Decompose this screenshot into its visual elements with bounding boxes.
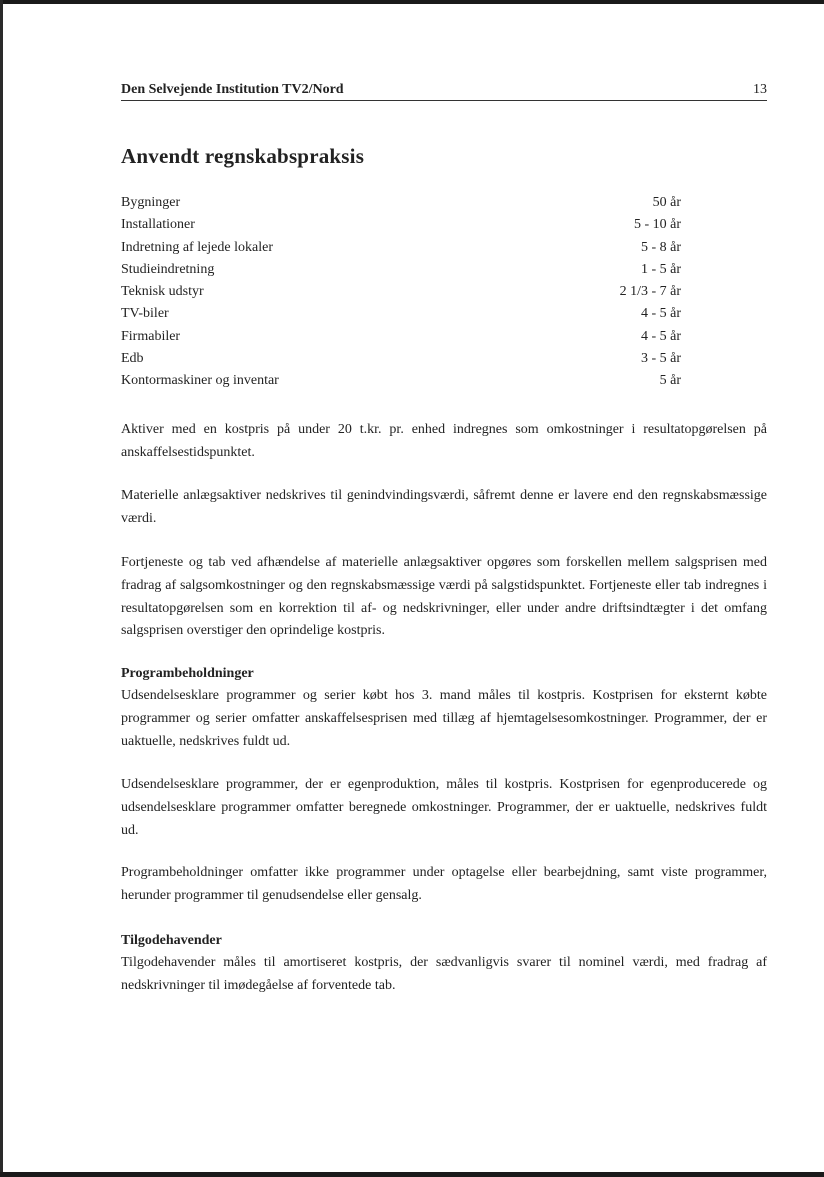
scan-edge-left [0,0,3,1177]
asset-row [121,281,681,303]
asset-life: 50 år [652,195,681,210]
asset-life: 5 - 10 år [633,217,681,233]
paragraph-receivables: Tilgodehavender måles til amortiseret kostpris, der sædvanligvis svarer til nominel værdi, med fradrag af nedskrivninger til imødegåelse af forventede tab. [121,955,767,993]
paragraph-impairment: Materielle anlægsaktiver nedskrives til genindvindingsværdi, såfremt denne er lavere end den regnskabsmæssige værdi. [121,488,767,526]
asset-row [121,259,681,281]
asset-row [121,214,681,236]
asset-row [121,326,681,348]
asset-row [121,370,681,392]
asset-life: 5 år [659,373,681,389]
asset-name: TV-biler [121,306,169,322]
asset-name: Indretning af lejede lokaler [121,239,273,255]
paragraph-purchased-programs: Udsendelsesklare programmer og serier købt hos 3. mand måles til kostpris. Kostprisen for eksternt købte programmer og serier omfatter anskaffelsesprisen med tillæg af hjemtagelsesomkostninger. Programmer, der er uaktuelle, nedskrives fuldt ud. [121,688,767,749]
asset-name: Teknisk udstyr [121,284,204,300]
header-organization: Den Selvejende Institution TV2/Nord [121,82,344,97]
asset-life: 1 - 5 år [640,261,681,277]
paragraph-low-value-assets: Aktiver med en kostpris på under 20 t.kr. pr. enhed indregnes som omkostninger i resultatopgørelsen på anskaffelsestidspunktet. [121,422,767,460]
asset-row [121,237,681,259]
asset-life: 4 - 5 år [640,306,681,322]
subheading-tilgodehavender: Tilgodehavender [121,933,222,948]
asset-row [121,303,681,325]
running-header [121,82,767,101]
asset-row [121,192,681,214]
asset-life: 2 1/3 - 7 år [619,284,681,300]
subheading-programbeholdninger: Programbeholdninger [121,666,254,681]
asset-name: Kontormaskiner og inventar [121,373,279,389]
paragraph-program-exclusions: Programbeholdninger omfatter ikke programmer under optagelse eller bearbejdning, samt viste programmer, herunder programmer til genudsendelse eller gensalg. [121,865,767,903]
asset-life: 4 - 5 år [640,328,681,344]
asset-name: Bygninger [121,195,181,210]
scan-edge-bottom [0,1172,824,1177]
asset-life-table [121,192,681,393]
section-title: Anvendt regnskabspraksis [121,144,365,168]
asset-name: Studieindretning [121,261,215,277]
asset-life: 3 - 5 år [640,351,681,367]
paragraph-disposal-gains: Fortjeneste og tab ved afhændelse af materielle anlægsaktiver opgøres som forskellen mellem salgsprisen med fradrag af salgsomkostninger og den regnskabsmæssige værdi på salgstidspunktet. Fortjeneste eller tab indregnes i resultatopgørelsen som en korrektion til af- og nedskrivninger, eller under andre driftsindtægter i det omfang salgsprisen overstiger den oprindelige kostpris. [121,555,767,639]
asset-life: 5 - 8 år [640,239,681,255]
asset-row [121,348,681,370]
scan-edge-top [0,0,824,4]
asset-name: Edb [121,351,144,367]
asset-name: Installationer [121,217,195,233]
page-number: 13 [753,82,767,97]
asset-name: Firmabiler [121,328,181,344]
paragraph-own-productions: Udsendelsesklare programmer, der er egenproduktion, måles til kostpris. Kostprisen for egenproducerede og udsendelsesklare programmer omfatter beregnede omkostninger. Programmer, der er uaktuelle, nedskrives fuldt ud. [121,777,767,838]
